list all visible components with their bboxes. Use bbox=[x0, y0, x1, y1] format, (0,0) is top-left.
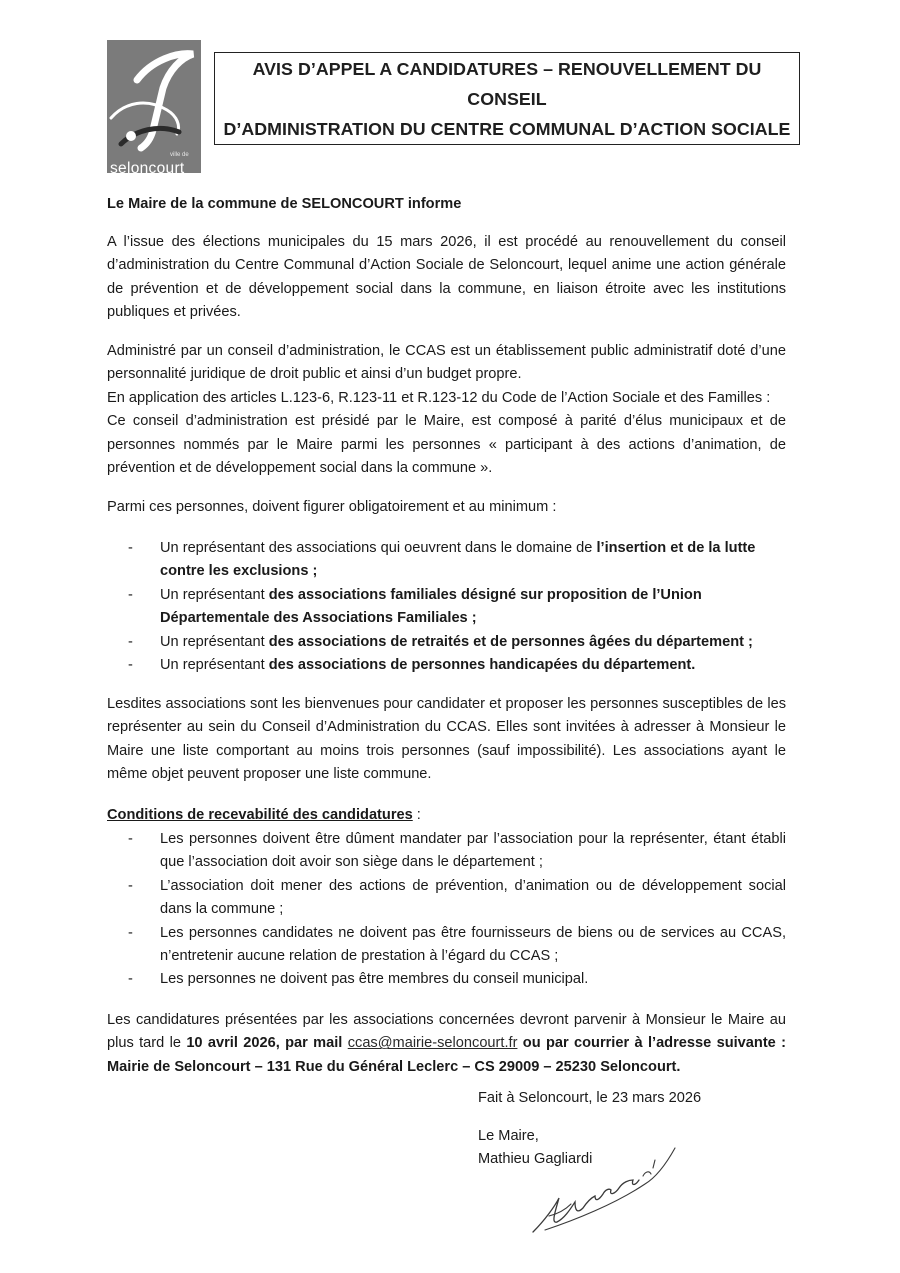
dash-bullet: - bbox=[128, 657, 133, 674]
paragraph-ccas-a: Administré par un conseil d’administration, le CCAS est un établissement public administratif doté d’une personnalité juridique de droit public et ainsi d’un budget propre. bbox=[107, 343, 786, 383]
seloncourt-logo bbox=[107, 40, 201, 173]
list-item: - Les personnes doivent être dûment mandater par l’association pour la représenter, étant établi que l’association doit avoir son siège dans le département ; bbox=[107, 828, 786, 875]
page-title bbox=[215, 54, 799, 144]
list-item: - Un représentant des associations qui oeuvrent dans le domaine de l’insertion et de la lutte contre les exclusions ; bbox=[107, 537, 786, 584]
paragraph-associations: Lesdites associations sont les bienvenues pour candidater et proposer les personnes susceptibles de les représenter au sein du Conseil d’Administration du CCAS. Elles sont invitées à adresser à Monsieur le Maire une liste comportant au moins trois personnes (sauf impossibilité). Les associations ayant le même objet peuvent proposer une liste commune. bbox=[107, 696, 786, 783]
logo-wordmark: seloncourt bbox=[110, 160, 185, 173]
list-item: - L’association doit mener des actions de prévention, d’animation ou de développement social dans la commune ; bbox=[107, 875, 786, 922]
representatives-list bbox=[107, 537, 786, 677]
list-item: - Les personnes candidates ne doivent pas être fournisseurs de biens ou de services au CCAS, n’entretenir aucune relation de prestation à l’égard du CCAS ; bbox=[107, 922, 786, 969]
paragraph-ccas-b: En application des articles L.123-6, R.123-11 et R.123-12 du Code de l’Action Sociale et des Familles : bbox=[107, 389, 771, 406]
paragraph-ccas-c: Ce conseil d’administration est présidé par le Maire, est composé à parité d’élus municipaux et de personnes nommés par le Maire parmi les personnes « participant à des actions d’animation, de prévention et de développement social dans la commune ». bbox=[107, 413, 786, 477]
handwritten-signature bbox=[525, 1140, 685, 1240]
dash-bullet: - bbox=[128, 924, 133, 941]
signatory-role: Le Maire, bbox=[478, 1128, 539, 1144]
list-item: - Un représentant des associations de personnes handicapées du département. bbox=[107, 654, 786, 677]
conditions-title: Conditions de recevabilité des candidatures : bbox=[107, 807, 421, 823]
dash-bullet: - bbox=[128, 971, 133, 988]
dash-bullet: - bbox=[128, 540, 133, 556]
conditions-list bbox=[107, 828, 786, 992]
signatory-name: Mathieu Gagliardi bbox=[478, 1151, 593, 1168]
dash-bullet: - bbox=[128, 877, 133, 894]
paragraph-minimum: Parmi ces personnes, doivent figurer obligatoirement et au minimum : bbox=[107, 499, 557, 515]
list-item: - Un représentant des associations de retraités et de personnes âgées du département ; bbox=[107, 631, 786, 654]
list-item: - Un représentant des associations familiales désigné sur proposition de l’Union Départementale des Associations Familiales ; bbox=[107, 584, 786, 631]
dash-bullet: - bbox=[128, 586, 133, 603]
paragraph-deadline: Les candidatures présentées par les associations concernées devront parvenir à Monsieur le Maire au plus tard le 10 avril 2026, par mail ccas@mairie-seloncourt.fr ou par courrier à l’adresse suivante : Mairie de Seloncourt – 131 Rue du Général Leclerc – CS 29009 – 25230 Seloncourt. bbox=[107, 1012, 786, 1075]
place-date: Fait à Seloncourt, le 23 mars 2026 bbox=[478, 1090, 702, 1106]
logo-small-text: ville de bbox=[170, 152, 189, 158]
paragraph-ccas bbox=[107, 340, 786, 480]
title-box bbox=[214, 52, 800, 145]
title-line-2: D’ADMINISTRATION DU CENTRE COMMUNAL D’ACTION SOCIALE bbox=[223, 118, 791, 139]
paragraph-elections: A l’issue des élections municipales du 15 mars 2026, il est procédé au renouvellement du conseil d’administration du Centre Communal d’Action Sociale de Seloncourt, lequel anime une action générale de prévention et de développement social dans la commune, en liaison étroite avec les institutions publiques et privées. bbox=[107, 234, 786, 321]
dash-bullet: - bbox=[128, 633, 133, 650]
intro-heading: Le Maire de la commune de SELONCOURT informe bbox=[107, 196, 462, 212]
list-item: - Les personnes ne doivent pas être membres du conseil municipal. bbox=[107, 968, 786, 991]
dash-bullet: - bbox=[128, 831, 133, 847]
title-line-1: AVIS D’APPEL A CANDIDATURES – RENOUVELLEMENT DU CONSEIL bbox=[252, 58, 762, 109]
email-link[interactable]: ccas@mairie-seloncourt.fr bbox=[347, 1035, 518, 1052]
